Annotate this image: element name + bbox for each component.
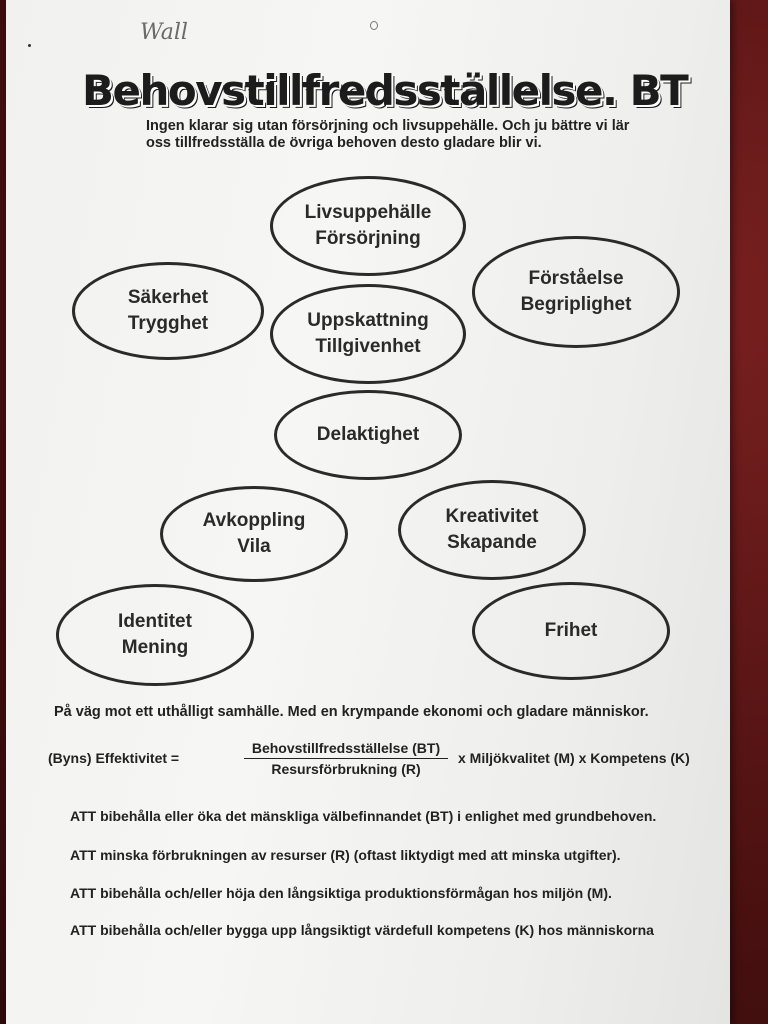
need-line2: Skapande bbox=[447, 532, 537, 553]
goal-line: ATT minska förbrukningen av resurser (R) (oftast liktydigt med att minska utgifter). bbox=[70, 847, 621, 863]
need-bubble-sakerhet bbox=[72, 262, 264, 360]
path-statement: På väg mot ett uthålligt samhälle. Med en krympande ekonomi och gladare människor. bbox=[54, 704, 649, 720]
formula-multipliers: x Miljökvalitet (M) x Kompetens (K) bbox=[458, 750, 690, 766]
need-bubble-uppskattning bbox=[270, 284, 466, 384]
page-title: Behovstillfredsställelse. BT bbox=[82, 66, 688, 115]
need-bubble-frihet bbox=[472, 582, 670, 680]
intro-text: Ingen klarar sig utan försörjning och livsuppehälle. Och ju bättre vi lär oss tillfredsställa de övriga behoven desto gladare blir vi. bbox=[146, 118, 630, 151]
need-line2: Försörjning bbox=[315, 228, 421, 249]
need-line2: Tillgivenhet bbox=[315, 336, 421, 357]
need-line2: Vila bbox=[237, 536, 271, 557]
need-line2: Mening bbox=[121, 637, 189, 658]
need-line2: Begriplighet bbox=[520, 294, 632, 315]
formula-denominator: Resursförbrukning (R) bbox=[271, 761, 421, 777]
formula-label: (Byns) Effektivitet = bbox=[48, 750, 180, 766]
ink-dot bbox=[28, 44, 31, 47]
need-line1: Förståelse bbox=[528, 268, 624, 289]
need-line1: Identitet bbox=[118, 611, 192, 632]
need-bubble-delaktighet bbox=[274, 390, 462, 480]
need-line1: Livsuppehälle bbox=[304, 202, 432, 223]
need-line1: Delaktighet bbox=[316, 424, 420, 445]
need-line1: Kreativitet bbox=[445, 506, 539, 527]
need-line1: Säkerhet bbox=[127, 287, 209, 308]
goal-line: ATT bibehålla och/eller höja den långsiktiga produktionsförmågan hos miljön (M). bbox=[70, 885, 612, 901]
paper-sheet bbox=[6, 0, 730, 1024]
pencil-mark bbox=[370, 21, 378, 30]
efficiency-formula bbox=[48, 740, 708, 780]
need-bubble-forstaelse bbox=[472, 236, 680, 348]
goal-line: ATT bibehålla och/eller bygga upp långsiktigt värdefull kompetens (K) hos människorna bbox=[70, 922, 654, 938]
need-line1: Avkoppling bbox=[202, 510, 306, 531]
need-line1: Uppskattning bbox=[307, 310, 429, 331]
handwritten-note: Wall bbox=[140, 20, 188, 45]
need-line1: Frihet bbox=[544, 620, 598, 641]
goal-line: ATT bibehålla eller öka det mänskliga välbefinnandet (BT) i enlighet med grundbehoven. bbox=[70, 808, 657, 824]
formula-fraction bbox=[244, 740, 448, 777]
need-line2: Trygghet bbox=[127, 313, 209, 334]
formula-numerator: Behovstillfredsställelse (BT) bbox=[244, 740, 448, 759]
need-bubble-identitet bbox=[56, 584, 254, 686]
need-bubble-avkoppling bbox=[160, 486, 348, 582]
need-bubble-livsuppehalle bbox=[270, 176, 466, 276]
need-bubble-kreativitet bbox=[398, 480, 586, 580]
